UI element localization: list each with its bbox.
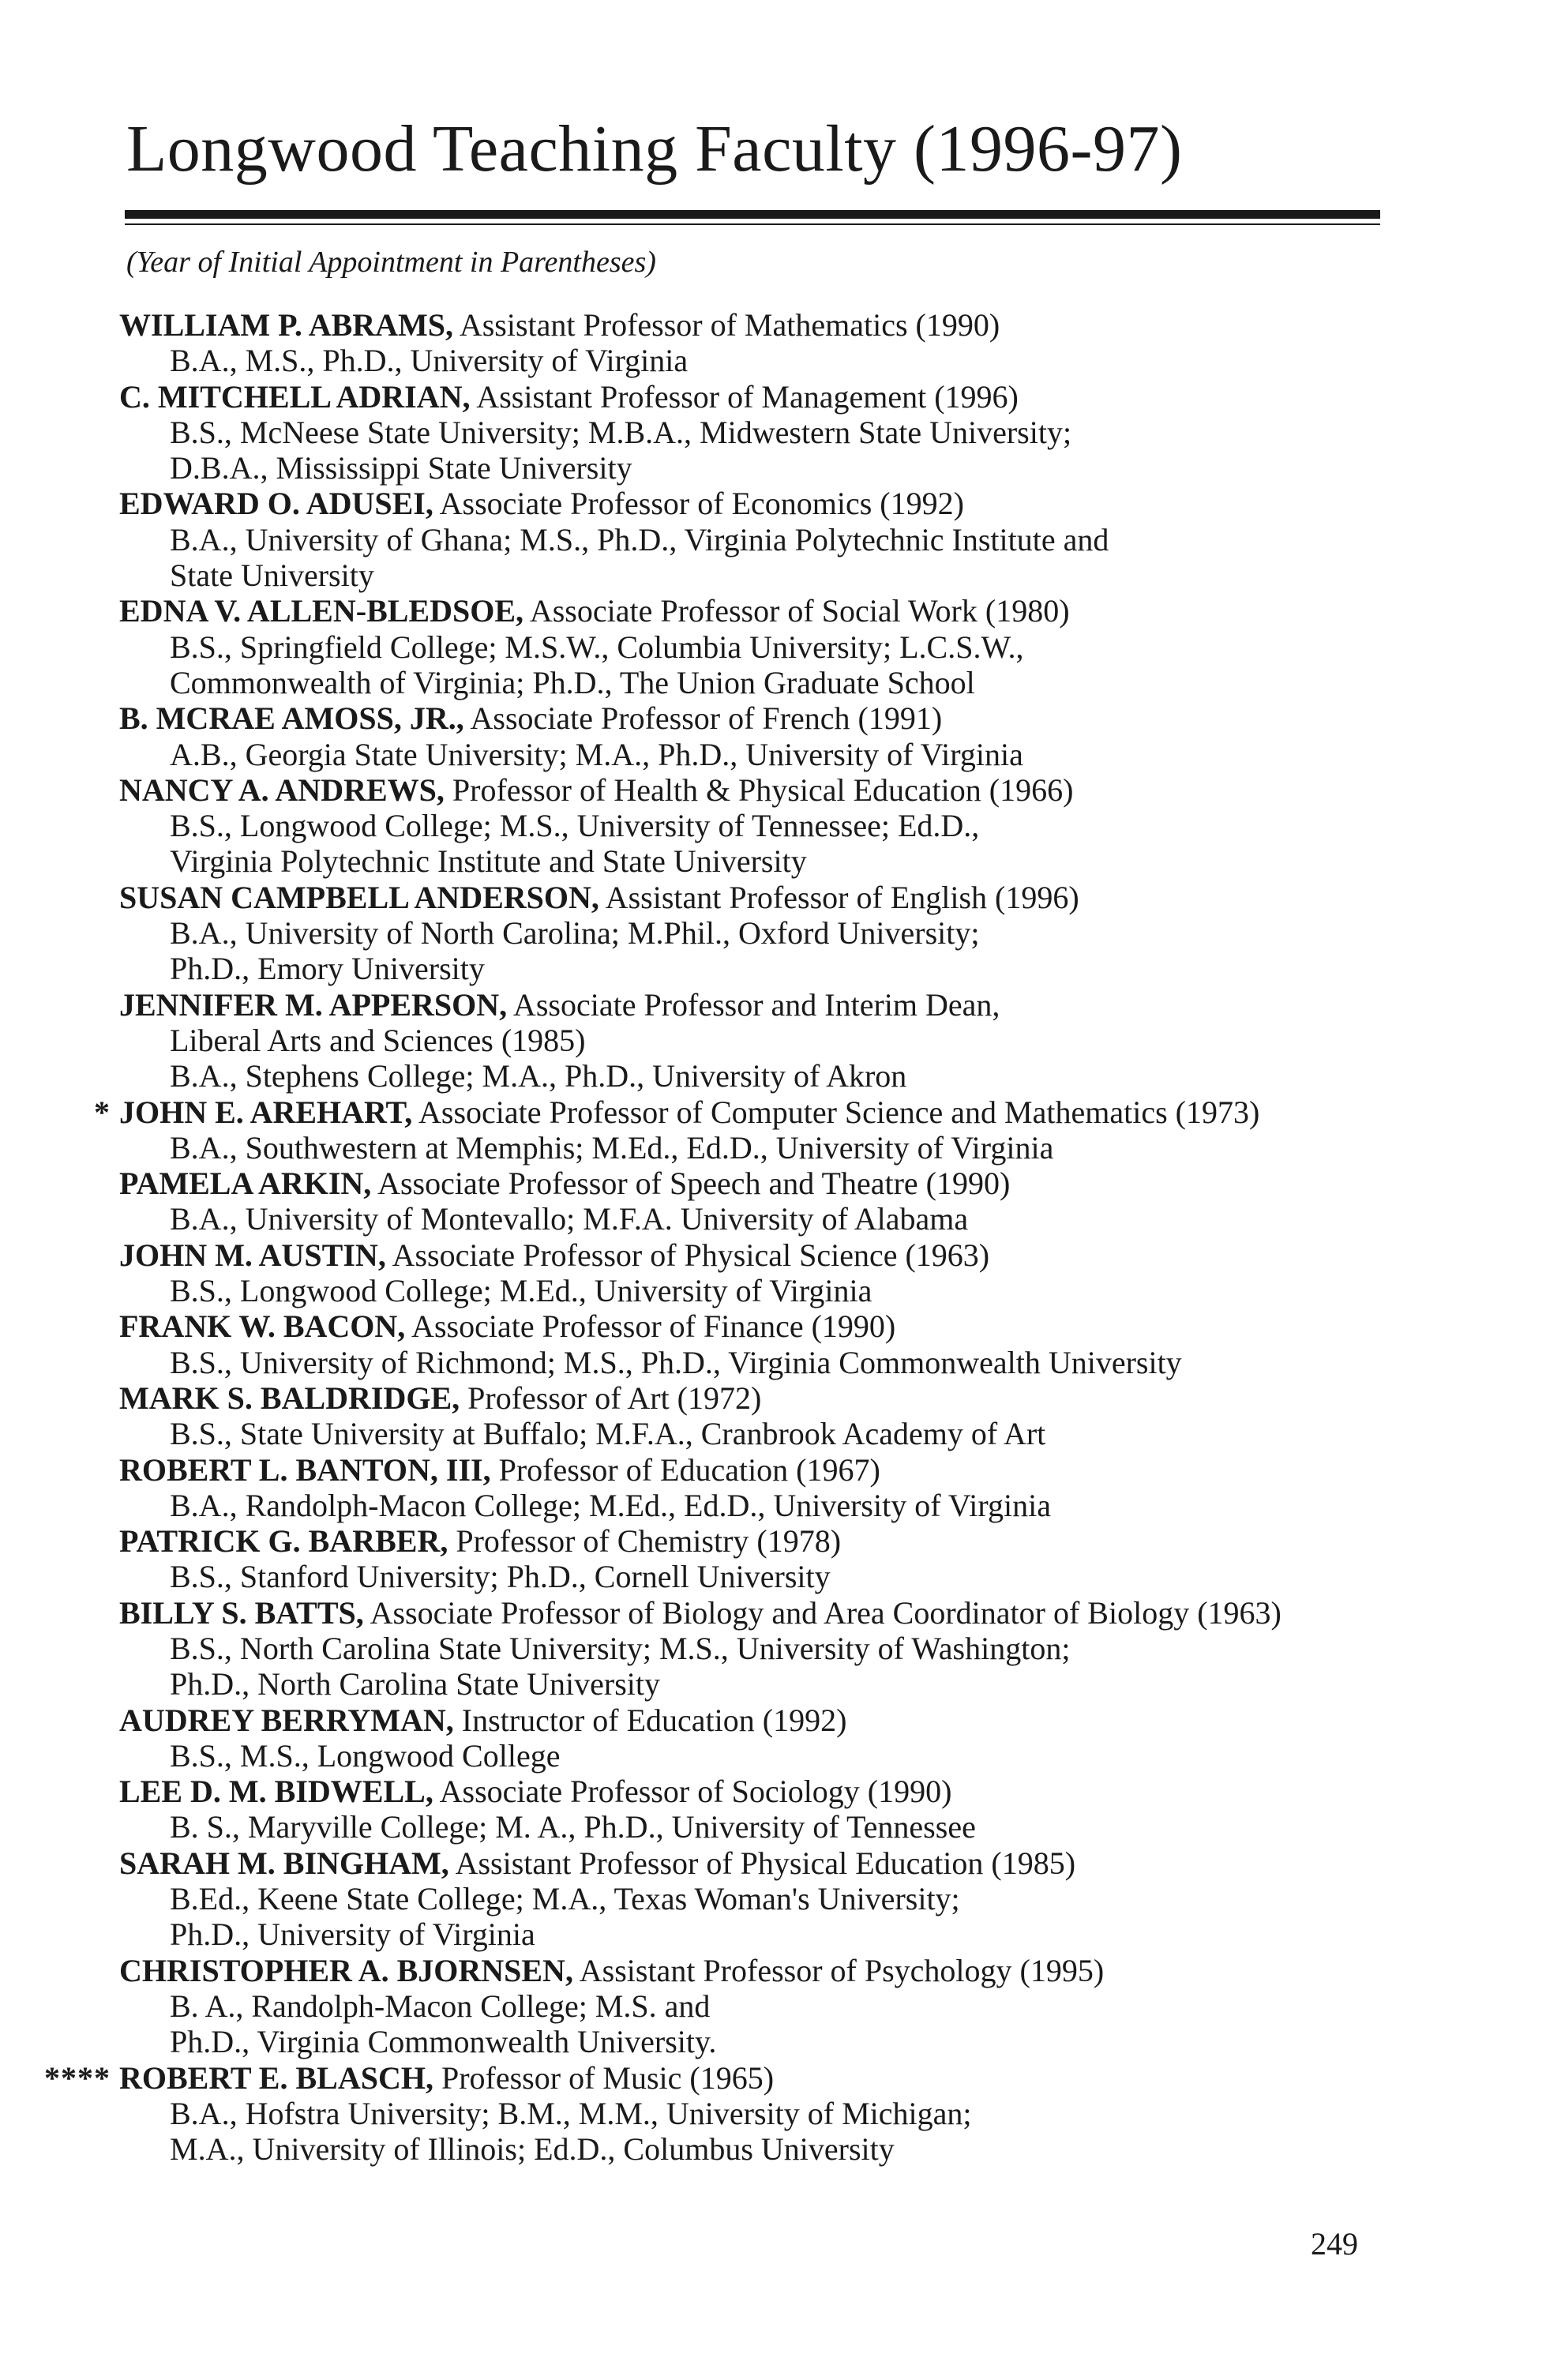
faculty-title: Associate Professor of Economics (1992) [433,486,964,522]
faculty-entry [0,1523,1546,1595]
faculty-heading-line [0,700,1546,736]
faculty-name: AUDREY BERRYMAN, [119,1702,454,1738]
faculty-name: PAMELA ARKIN, [119,1166,372,1202]
faculty-title: Professor of Chemistry (1978) [448,1523,842,1560]
faculty-entry [0,1953,1546,2060]
faculty-heading-line [0,1953,1546,1988]
faculty-name: C. MITCHELL ADRIAN, [119,378,471,415]
faculty-entry [0,987,1546,1094]
faculty-degrees: B.A., Randolph-Macon College; M.Ed., Ed.D., University of Virginia [170,1487,1051,1523]
faculty-name: JOHN E. AREHART, [119,1094,413,1130]
faculty-heading-line [0,987,1546,1023]
faculty-degrees: B.A., University of Montevallo; M.F.A. University of Alabama [170,1201,969,1237]
faculty-entry [0,593,1546,700]
faculty-heading-line [0,2060,1546,2096]
faculty-heading-line [0,307,1546,343]
title-rule-thick [125,210,1380,219]
faculty-degrees: B.A., Southwestern at Memphis; M.Ed., Ed.D., University of Virginia [170,1129,1054,1166]
faculty-degrees: B.A., University of North Carolina; M.Phil., Oxford University; [170,915,980,952]
faculty-title: Associate Professor and Interim Dean, [507,986,1000,1023]
faculty-title: Professor of Art (1972) [460,1380,762,1416]
faculty-title: Associate Professor of Biology and Area Coordinator of Biology (1963) [363,1594,1281,1631]
faculty-title: Associate Professor of Computer Science and Mathematics (1973) [412,1094,1260,1130]
faculty-degrees: B.S., Longwood College; M.Ed., University of Virginia [170,1273,872,1309]
faculty-degrees: B.S., Stanford University; Ph.D., Cornell University [170,1559,831,1595]
faculty-degrees: Ph.D., University of Virginia [170,1916,535,1953]
faculty-entry [0,1380,1546,1452]
faculty-heading-line [0,1237,1546,1273]
faculty-entry [0,880,1546,987]
faculty-degrees: B.S., Longwood College; M.S., University of Tennessee; Ed.D., [170,808,980,844]
faculty-degrees: B.A., Hofstra University; B.M., M.M., University of Michigan; [170,2095,972,2131]
title-rule-thin [125,223,1380,225]
faculty-degrees: Ph.D., Virginia Commonwealth University. [170,2024,717,2060]
faculty-heading-line [0,1845,1546,1881]
page-title: Longwood Teaching Faculty (1996-97) [126,112,1183,186]
faculty-name: FRANK W. BACON, [119,1308,406,1345]
faculty-degrees: B.S., M.S., Longwood College [170,1737,561,1774]
faculty-degrees: B.S., University of Richmond; M.S., Ph.D., Virginia Commonwealth University [170,1344,1182,1380]
faculty-title: Liberal Arts and Sciences (1985) [170,1022,586,1058]
faculty-name: SUSAN CAMPBELL ANDERSON, [119,879,599,915]
faculty-entry [0,1308,1546,1380]
faculty-title: Assistant Professor of English (1996) [599,879,1079,915]
page-number: 249 [1311,2226,1358,2262]
faculty-title: Associate Professor of Speech and Theatre (1990) [371,1166,1011,1202]
faculty-entry [0,486,1546,593]
faculty-entry [0,1166,1546,1237]
faculty-name: WILLIAM P. ABRAMS, [119,307,454,343]
faculty-entry [0,1845,1546,1953]
faculty-degrees: B.Ed., Keene State College; M.A., Texas Woman's University; [170,1881,960,1917]
faculty-heading-line [0,1380,1546,1416]
faculty-heading-line [0,772,1546,808]
faculty-degrees: Ph.D., Emory University [170,951,485,987]
faculty-title: Instructor of Education (1992) [453,1702,847,1738]
faculty-name: EDNA V. ALLEN-BLEDSOE, [119,593,524,629]
faculty-title: Associate Professor of Physical Science (1963) [385,1237,990,1273]
faculty-entry [0,1702,1546,1774]
faculty-heading-line [0,1702,1546,1738]
faculty-name: LEE D. M. BIDWELL, [119,1774,433,1810]
faculty-name: EDWARD O. ADUSEI, [119,486,433,522]
faculty-entry [0,1452,1546,1524]
faculty-title: Professor of Health & Physical Education (1966) [444,771,1074,808]
subtitle: (Year of Initial Appointment in Parentheses) [126,246,656,279]
faculty-heading-line [0,1452,1546,1488]
faculty-name: BILLY S. BATTS, [119,1594,364,1631]
faculty-title: Assistant Professor of Psychology (1995) [572,1952,1105,1988]
faculty-degrees: B.A., University of Ghana; M.S., Ph.D., Virginia Polytechnic Institute and [170,521,1109,557]
faculty-entry [0,1774,1546,1845]
faculty-name: SARAH M. BINGHAM, [119,1845,449,1881]
faculty-degrees: State University [170,557,374,594]
faculty-degrees: M.A., University of Illinois; Ed.D., Columbus University [170,2131,895,2168]
faculty-heading-line [0,1094,1546,1130]
faculty-title: Associate Professor of Social Work (1980) [523,593,1070,629]
faculty-title: Associate Professor of French (1991) [463,700,943,737]
faculty-degrees: B. A., Randolph-Macon College; M.S. and [170,1988,711,2024]
faculty-heading-line [0,1523,1546,1559]
faculty-degrees: A.B., Georgia State University; M.A., Ph.D., University of Virginia [170,736,1023,772]
faculty-degrees: B. S., Maryville College; M. A., Ph.D., University of Tennessee [170,1809,976,1845]
faculty-name: JOHN M. AUSTIN, [119,1237,386,1273]
footnote-marker: * [94,1094,111,1130]
faculty-degrees: B.A., Stephens College; M.A., Ph.D., University of Akron [170,1058,907,1094]
faculty-entry [0,379,1546,486]
faculty-list [0,307,1546,2167]
faculty-degrees: B.S., McNeese State University; M.B.A., Midwestern State University; [170,414,1072,450]
faculty-name: ROBERT L. BANTON, III, [119,1451,491,1488]
faculty-heading-line [0,1166,1546,1201]
faculty-heading-line [0,593,1546,629]
faculty-name: JENNIFER M. APPERSON, [119,986,508,1023]
faculty-entry [0,2060,1546,2168]
faculty-title: Professor of Education (1967) [490,1451,880,1488]
faculty-heading-line [0,486,1546,521]
faculty-name: B. MCRAE AMOSS, JR., [119,700,464,737]
faculty-entry [0,700,1546,772]
faculty-degrees: D.B.A., Mississippi State University [170,450,632,486]
faculty-entry [0,1595,1546,1702]
faculty-name: NANCY A. ANDREWS, [119,771,445,808]
faculty-entry [0,307,1546,379]
faculty-degrees: B.S., State University at Buffalo; M.F.A., Cranbrook Academy of Art [170,1416,1046,1452]
faculty-degrees: Virginia Polytechnic Institute and State University [170,843,807,880]
faculty-degrees: Commonwealth of Virginia; Ph.D., The Union Graduate School [170,664,975,700]
faculty-name: PATRICK G. BARBER, [119,1523,448,1560]
faculty-title: Associate Professor of Finance (1990) [405,1308,896,1345]
faculty-title: Assistant Professor of Mathematics (1990) [453,307,1000,343]
faculty-name: CHRISTOPHER A. BJORNSEN, [119,1952,573,1988]
faculty-title-continuation [0,1023,1546,1058]
faculty-name: ROBERT E. BLASCH, [119,2059,433,2096]
faculty-heading-line [0,1774,1546,1809]
faculty-degrees: B.S., Springfield College; M.S.W., Columbia University; L.C.S.W., [170,629,1024,665]
faculty-entry [0,1237,1546,1309]
faculty-entry [0,1094,1546,1166]
faculty-degrees: B.S., North Carolina State University; M.S., University of Washington; [170,1630,1071,1666]
faculty-degrees: B.A., M.S., Ph.D., University of Virginia [170,343,689,379]
faculty-title: Professor of Music (1965) [433,2059,775,2096]
footnote-marker: **** [44,2059,111,2096]
faculty-heading-line [0,1308,1546,1344]
faculty-heading-line [0,379,1546,415]
faculty-title: Assistant Professor of Management (1996) [470,378,1019,415]
faculty-entry [0,772,1546,880]
faculty-heading-line [0,880,1546,915]
faculty-degrees: Ph.D., North Carolina State University [170,1666,661,1702]
faculty-title: Associate Professor of Sociology (1990) [433,1774,952,1810]
faculty-heading-line [0,1595,1546,1631]
faculty-name: MARK S. BALDRIDGE, [119,1380,460,1416]
faculty-title: Assistant Professor of Physical Education (1985) [448,1845,1076,1881]
